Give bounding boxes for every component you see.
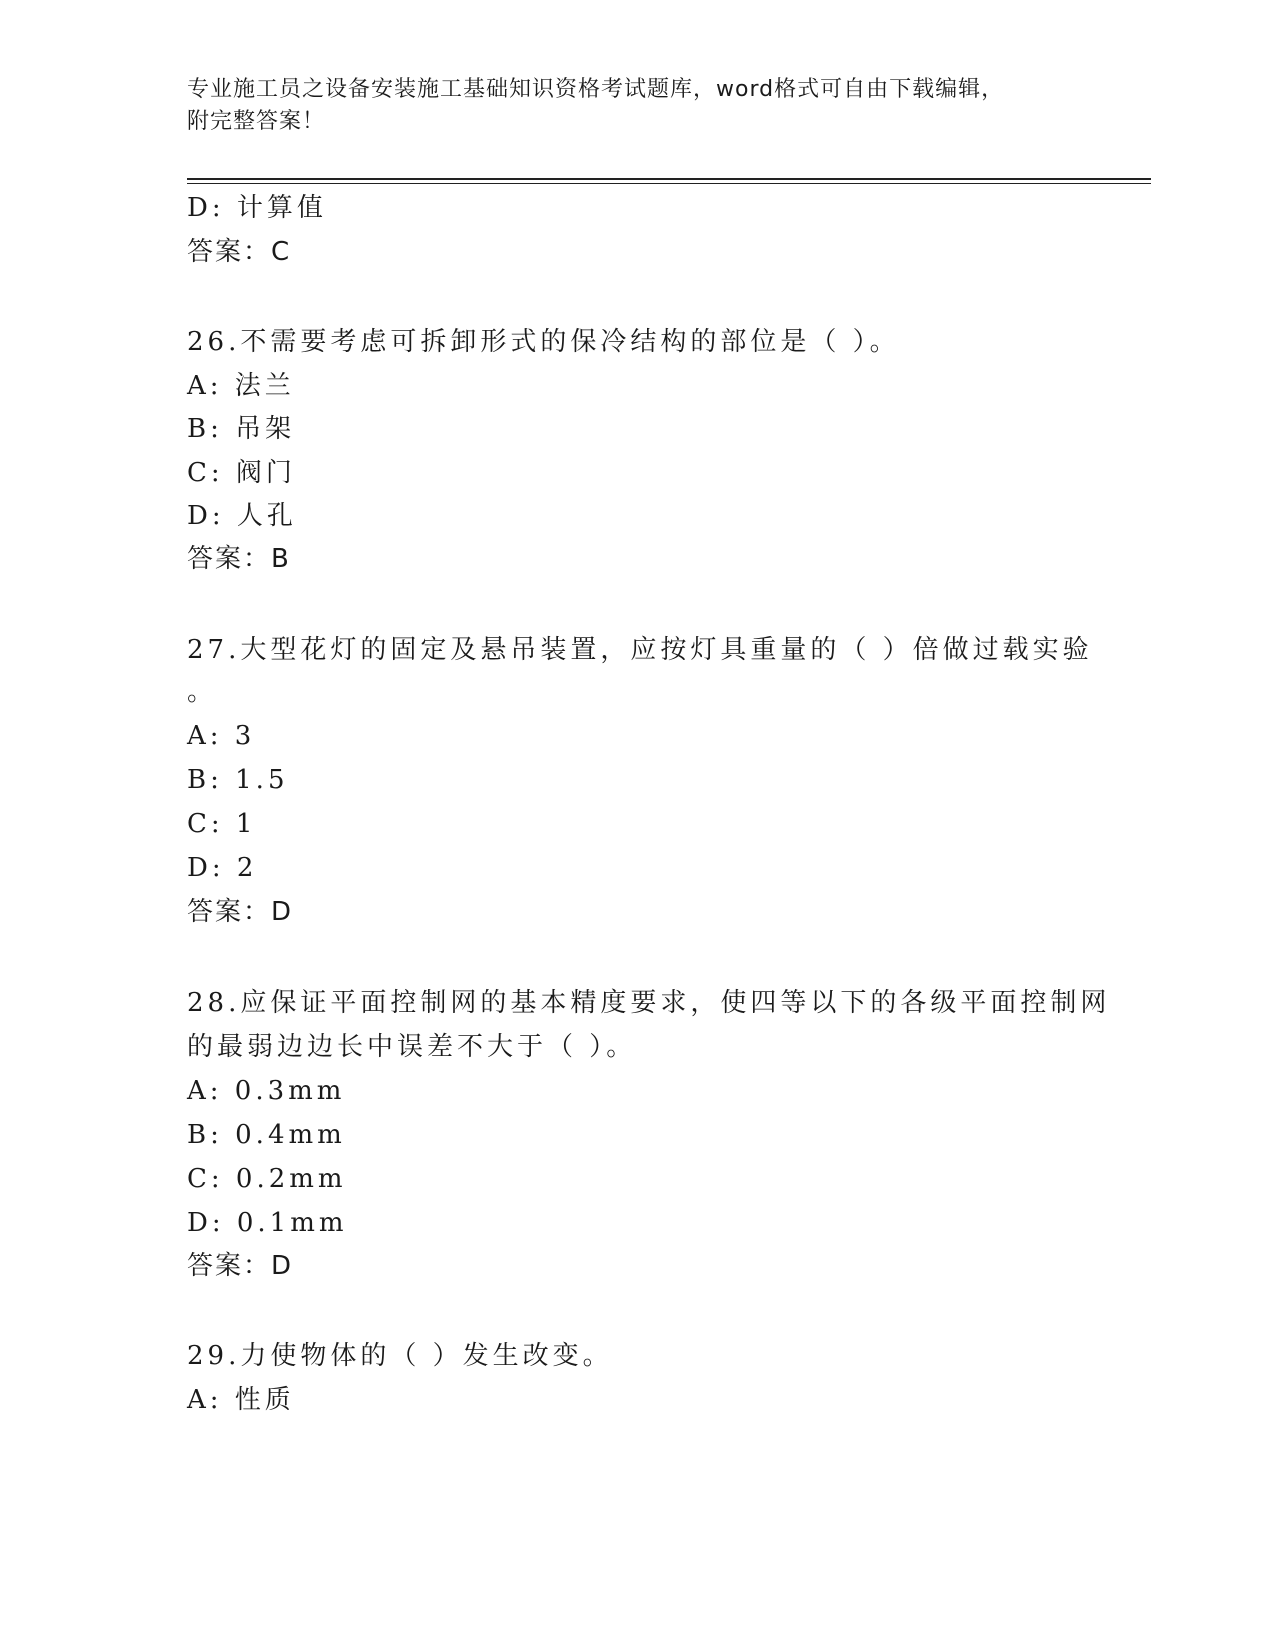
- q28-stem-line-1: 28.应保证平面控制网的基本精度要求，使四等以下的各级平面控制网: [187, 988, 1111, 1018]
- header-line-1: 专业施工员之设备安装施工基础知识资格考试题库，word格式可自由下载编辑，: [187, 77, 1005, 102]
- q28-stem-line-2: 的最弱边边长中误差不大于（ ）。: [187, 1032, 637, 1062]
- prev-option-d: D: 计算值: [187, 193, 327, 223]
- q26-option-d: D: 人孔: [187, 501, 297, 531]
- q26-answer: 答案：B: [187, 544, 291, 574]
- q26-stem: 26.不需要考虑可拆卸形式的保冷结构的部位是（ ）。: [187, 327, 900, 357]
- q28-answer: 答案：D: [187, 1251, 294, 1281]
- q27-option-a: A: 3: [187, 721, 256, 751]
- q29-stem: 29.力使物体的（ ）发生改变。: [187, 1341, 613, 1371]
- q27-stem-line-2: 。: [187, 677, 218, 707]
- q28-option-a: A: 0.3mm: [187, 1076, 346, 1106]
- q27-option-c: C: 1: [187, 809, 257, 839]
- q26-option-b: B: 吊架: [187, 414, 296, 444]
- prev-answer: 答案：C: [187, 237, 292, 267]
- q27-answer: 答案：D: [187, 897, 294, 927]
- header-divider-thick: [187, 178, 1151, 180]
- q29-option-a: A: 性质: [187, 1385, 295, 1415]
- q27-option-b: B: 1.5: [187, 765, 289, 795]
- header-divider-thin: [187, 183, 1151, 184]
- q28-option-b: B: 0.4mm: [187, 1120, 346, 1150]
- q28-option-c: C: 0.2mm: [187, 1164, 347, 1194]
- header-line-2: 附完整答案！: [187, 109, 326, 134]
- q27-stem-line-1: 27.大型花灯的固定及悬吊装置，应按灯具重量的（ ）倍做过载实验: [187, 635, 1093, 665]
- document-header: [187, 74, 1067, 138]
- q26-option-a: A: 法兰: [187, 371, 295, 401]
- q26-option-c: C: 阀门: [187, 458, 296, 488]
- q28-option-d: D: 0.1mm: [187, 1208, 348, 1238]
- q27-option-d: D: 2: [187, 853, 258, 883]
